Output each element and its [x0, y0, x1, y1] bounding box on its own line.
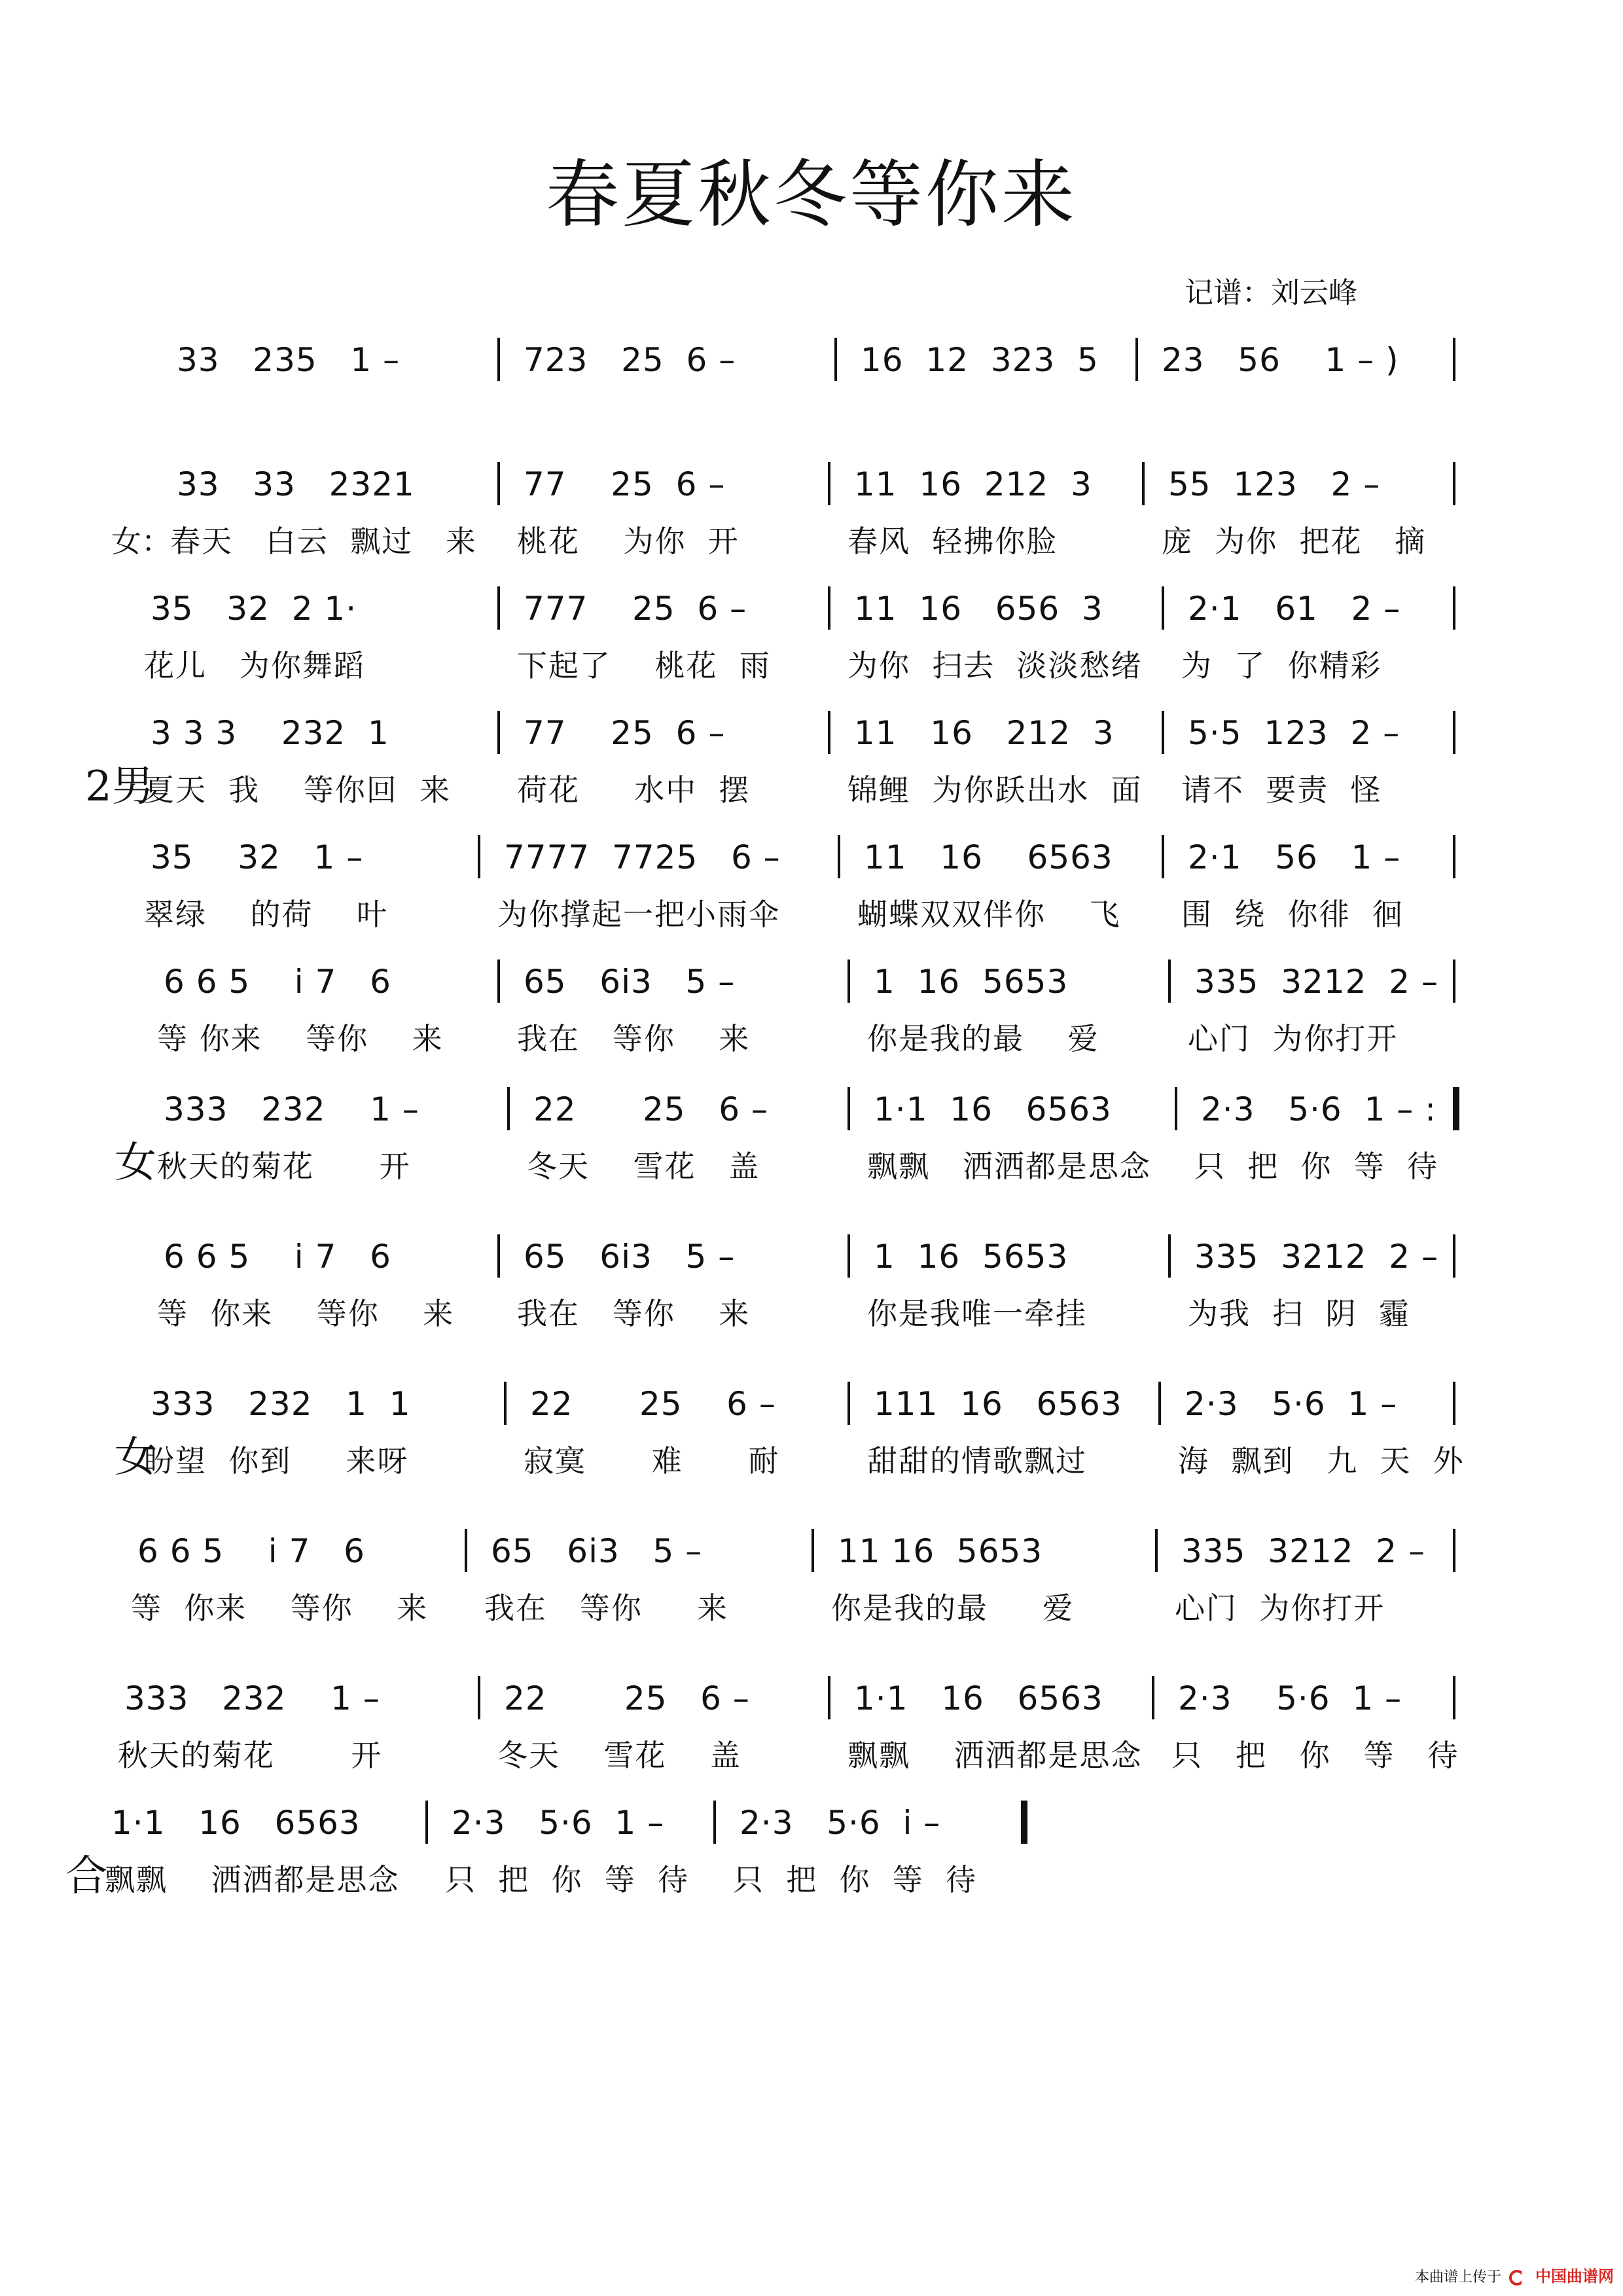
measure-notes: 2·3 5·6 1 – :	[1201, 1090, 1436, 1128]
measure-lyrics: 为 了 你精彩	[1181, 648, 1382, 683]
barline	[828, 711, 830, 754]
measure-notes: 1·1 16 6563	[111, 1804, 361, 1842]
measure-notes: 6 6 5 i 7 6	[137, 1532, 365, 1570]
notation-row	[0, 956, 1623, 1008]
notation-row	[0, 707, 1623, 759]
voice-marker: 2男	[85, 762, 154, 811]
measure-notes: 11 16 212 3	[854, 465, 1092, 503]
barline	[838, 835, 840, 878]
final-barline	[1453, 1087, 1459, 1130]
measure-notes: 11 16 5653	[838, 1532, 1043, 1570]
measure-lyrics: 为你撑起一把小雨伞	[497, 897, 780, 932]
notation-row	[0, 1797, 1623, 1849]
measure-lyrics: 甜甜的情歌飘过	[867, 1443, 1087, 1479]
measure-lyrics: 心门 为你打开	[1188, 1021, 1399, 1056]
notation-row	[0, 1083, 1623, 1136]
measure-notes: 11 16 656 3	[854, 590, 1103, 628]
final-barline	[1021, 1801, 1027, 1844]
notation-row	[0, 458, 1623, 511]
barline	[1453, 711, 1455, 754]
measure-notes: 335 3212 2 –	[1181, 1532, 1425, 1570]
transcriber-credit: 记谱：刘云峰	[1185, 276, 1357, 310]
lyrics-row	[0, 1143, 1623, 1189]
measure-notes: 16 12 323 5	[861, 341, 1099, 379]
barline	[1453, 835, 1455, 878]
measure-notes: 2·3 5·6 i –	[740, 1804, 941, 1842]
measure-lyrics: 为我 扫 阴 霾	[1188, 1296, 1410, 1331]
barline	[1162, 835, 1164, 878]
measure-notes: 22 25 6 –	[530, 1385, 776, 1423]
lyrics-row	[0, 891, 1623, 937]
lyrics-row	[0, 1291, 1623, 1336]
score-line	[0, 1525, 1623, 1656]
barline	[1453, 338, 1455, 381]
measure-notes: 1·1 16 6563	[874, 1090, 1112, 1128]
measure-notes: 77 25 6 –	[524, 465, 726, 503]
measure-lyrics: 只 把 你 等 待	[445, 1862, 689, 1897]
barline	[1162, 711, 1164, 754]
measure-lyrics: 桃花 为你 开	[517, 524, 740, 559]
lyrics-row	[0, 1016, 1623, 1062]
measure-notes: 65 6i3 5 –	[524, 1238, 736, 1276]
measure-lyrics: 等 你来 等你 来	[157, 1296, 455, 1331]
measure-lyrics: 翠绿 的荷 叶	[144, 897, 388, 932]
barline	[1158, 1382, 1161, 1425]
barline	[828, 462, 830, 505]
measure-notes: 335 3212 2 –	[1194, 963, 1438, 1001]
lyrics-row	[0, 1732, 1623, 1778]
measure-lyrics: 蝴蝶双双伴你 飞	[857, 897, 1121, 932]
score-line	[0, 1230, 1623, 1361]
measure-notes: 2·1 61 2 –	[1188, 590, 1401, 628]
measure-lyrics: 请不 要责 怪	[1181, 772, 1382, 808]
barline	[497, 960, 500, 1003]
barline	[713, 1801, 716, 1844]
barline	[847, 1234, 850, 1278]
barline	[1168, 960, 1171, 1003]
measure-notes: 723 25 6 –	[524, 341, 736, 379]
barline	[828, 586, 830, 630]
barline	[1155, 1529, 1158, 1572]
measure-lyrics: 春天 白云 飘过 来	[170, 524, 477, 559]
barline	[828, 1676, 830, 1719]
barline	[847, 1087, 850, 1130]
measure-lyrics: 秋天的菊花 开	[118, 1738, 383, 1773]
measure-notes: 2·1 56 1 –	[1188, 838, 1401, 876]
barline	[1168, 1234, 1171, 1278]
lyrics-row	[0, 1438, 1623, 1484]
notation-row	[0, 1378, 1623, 1430]
barline	[497, 338, 500, 381]
barline	[1453, 586, 1455, 630]
page-title: 春夏秋冬等你来	[546, 152, 1077, 238]
barline	[478, 1676, 480, 1719]
lyrics-row	[0, 767, 1623, 813]
barline	[507, 1087, 510, 1130]
measure-lyrics: 等 你来 等你 来	[131, 1590, 429, 1626]
measure-lyrics: 我在 等你 来	[484, 1590, 728, 1626]
measure-lyrics: 荷花 水中 摆	[517, 772, 751, 808]
barline	[497, 586, 500, 630]
measure-lyrics: 只 把 你 等 待	[1194, 1149, 1438, 1184]
measure-notes: 22 25 6 –	[533, 1090, 768, 1128]
lyrics-row	[0, 518, 1623, 564]
measure-notes: 7777 7725 6 –	[504, 838, 781, 876]
measure-lyrics: 你是我的最 爱	[831, 1590, 1075, 1626]
measure-notes: 5·5 123 2 –	[1188, 714, 1400, 752]
barline	[847, 1382, 850, 1425]
measure-notes: 2·3 5·6 1 –	[1178, 1679, 1402, 1717]
score-line	[0, 707, 1623, 838]
measure-notes: 111 16 6563	[874, 1385, 1122, 1423]
measure-lyrics: 围 绕 你徘 徊	[1181, 897, 1404, 932]
measure-lyrics: 盼望 你到 来呀	[144, 1443, 409, 1479]
measure-notes: 65 6i3 5 –	[524, 963, 736, 1001]
measure-notes: 335 3212 2 –	[1194, 1238, 1438, 1276]
measure-notes: 33 33 2321	[177, 465, 415, 503]
barline	[1135, 338, 1138, 381]
measure-notes: 77 25 6 –	[524, 714, 726, 752]
score-line	[0, 1672, 1623, 1803]
measure-lyrics: 只 把 你 等 待	[1171, 1738, 1459, 1773]
measure-notes: 333 232 1 –	[124, 1679, 380, 1717]
measure-lyrics: 你是我的最 爱	[867, 1021, 1099, 1056]
measure-notes: 6 6 5 i 7 6	[164, 963, 391, 1001]
measure-lyrics: 冬天 雪花 盖	[527, 1149, 760, 1184]
measure-notes: 2·3 5·6 1 –	[1185, 1385, 1398, 1423]
barline	[1453, 462, 1455, 505]
measure-lyrics: 下起了 桃花 雨	[517, 648, 771, 683]
measure-notes: 35 32 1 –	[151, 838, 364, 876]
measure-lyrics: 飘飘 洒洒都是思念	[867, 1149, 1151, 1184]
lyrics-row	[0, 1585, 1623, 1631]
measure-lyrics: 飘飘 洒洒都是思念	[847, 1738, 1143, 1773]
measure-notes: 22 25 6 –	[504, 1679, 750, 1717]
barline	[497, 711, 500, 754]
score-line	[0, 583, 1623, 713]
measure-lyrics: 花儿 为你舞蹈	[144, 648, 365, 683]
site-name: 中国曲谱网	[1535, 2267, 1614, 2286]
measure-lyrics: 海 飘到 九 天 外	[1178, 1443, 1465, 1479]
measure-notes: 33 235 1 –	[177, 341, 401, 379]
barline	[497, 462, 500, 505]
measure-lyrics: 我在 等你 来	[517, 1021, 751, 1056]
notation-row	[0, 334, 1623, 386]
site-logo-icon	[1508, 2269, 1528, 2286]
measure-notes: 23 56 1 – )	[1162, 341, 1399, 379]
lyrics-row	[0, 643, 1623, 689]
barline	[425, 1801, 428, 1844]
measure-lyrics: 你是我唯一牵挂	[867, 1296, 1087, 1331]
barline	[1152, 1676, 1154, 1719]
score-line	[0, 1797, 1623, 1928]
barline	[1142, 462, 1145, 505]
lyrics-row	[0, 1857, 1623, 1903]
measure-lyrics: 夏天 我 等你回 来	[144, 772, 451, 808]
measure-lyrics: 只 把 你 等 待	[733, 1862, 977, 1897]
measure-lyrics: 庞 为你 把花 摘	[1162, 524, 1427, 559]
voice-marker: 女	[115, 1139, 156, 1187]
barline	[1162, 586, 1164, 630]
notation-row	[0, 1525, 1623, 1577]
measure-notes: 1·1 16 6563	[854, 1679, 1103, 1717]
measure-notes: 1 16 5653	[874, 1238, 1069, 1276]
barline	[478, 835, 480, 878]
barline	[465, 1529, 467, 1572]
notation-row	[0, 1672, 1623, 1725]
barline	[504, 1382, 507, 1425]
measure-notes: 65 6i3 5 –	[491, 1532, 703, 1570]
measure-lyrics: 春风 轻拂你脸	[847, 524, 1058, 559]
measure-lyrics: 等 你来 等你 来	[157, 1021, 444, 1056]
voice-marker: 合	[65, 1852, 107, 1901]
voice-marker: 女：	[111, 524, 171, 559]
measure-notes: 2·3 5·6 1 –	[452, 1804, 665, 1842]
measure-lyrics: 心门 为你打开	[1175, 1590, 1385, 1626]
measure-lyrics: 我在 等你 来	[517, 1296, 751, 1331]
measure-lyrics: 秋天的菊花 开	[157, 1149, 411, 1184]
measure-lyrics: 寂寞 难 耐	[524, 1443, 780, 1479]
barline	[812, 1529, 814, 1572]
measure-lyrics: 锦鲤 为你跃出水 面	[847, 772, 1143, 808]
score-line	[0, 458, 1623, 589]
measure-lyrics: 飘飘 洒洒都是思念	[105, 1862, 400, 1897]
barline	[1453, 1234, 1455, 1278]
barline	[497, 1234, 500, 1278]
measure-notes: 35 32 2 1·	[151, 590, 357, 628]
score-line	[0, 831, 1623, 962]
measure-notes: 11 16 6563	[864, 838, 1113, 876]
site-footer	[1415, 2262, 1614, 2291]
measure-notes: 333 232 1 1	[151, 1385, 411, 1423]
measure-notes: 3 3 3 232 1	[151, 714, 389, 752]
measure-lyrics: 冬天 雪花 盖	[497, 1738, 741, 1773]
voice-marker: 女	[115, 1433, 156, 1482]
notation-row	[0, 583, 1623, 635]
measure-notes: 777 25 6 –	[524, 590, 747, 628]
notation-row	[0, 831, 1623, 884]
barline	[1453, 1676, 1455, 1719]
measure-notes: 333 232 1 –	[164, 1090, 419, 1128]
measure-lyrics: 为你 扫去 淡淡愁绪	[847, 648, 1143, 683]
lyrics-row	[0, 394, 1623, 440]
barline	[847, 960, 850, 1003]
notation-row	[0, 1230, 1623, 1283]
measure-notes: 55 123 2 –	[1168, 465, 1381, 503]
barline	[834, 338, 837, 381]
barline	[1453, 960, 1455, 1003]
score-line	[0, 334, 1623, 465]
score-line	[0, 1378, 1623, 1509]
upload-note: 本曲谱上传于	[1414, 2269, 1501, 2286]
measure-notes: 1 16 5653	[874, 963, 1069, 1001]
measure-notes: 6 6 5 i 7 6	[164, 1238, 391, 1276]
score-line	[0, 956, 1623, 1086]
measure-notes: 11 16 212 3	[854, 714, 1115, 752]
barline	[1453, 1529, 1455, 1572]
barline	[1453, 1382, 1455, 1425]
score-line	[0, 1083, 1623, 1214]
barline	[1175, 1087, 1177, 1130]
